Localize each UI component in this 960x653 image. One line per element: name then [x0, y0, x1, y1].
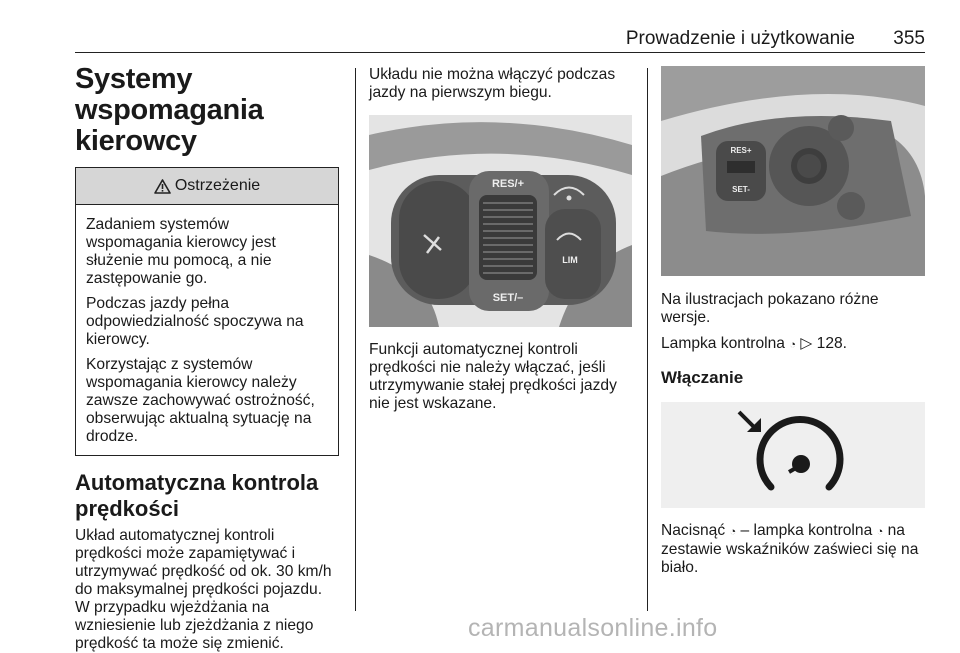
press-text-a: Nacisnąć: [661, 522, 726, 539]
warning-body: [76, 205, 338, 455]
column-3: [661, 66, 926, 577]
lamp-text: Lampka kontrolna: [661, 335, 785, 352]
header-rule: [75, 52, 925, 53]
press-text-c: na zestawie wskaźników zaświeci się na biało.: [661, 522, 919, 576]
page-number: 355: [893, 28, 925, 49]
cruise-control-icon: [661, 402, 925, 508]
press-text-b: – lampka kontrolna: [740, 522, 873, 539]
warning-paragraph: Zadaniem systemów wspomagania kierowcy jest służenie mu pomocą, a nie zastępowanie go.: [86, 216, 276, 287]
activation-text: [661, 522, 926, 577]
cruise-control-buttons-illustration: [369, 115, 632, 327]
res-label: RES/+: [491, 178, 525, 190]
column-divider: [647, 68, 648, 611]
warning-triangle-icon: [154, 179, 171, 194]
set-label: SET/–: [492, 292, 524, 304]
warning-header: [76, 168, 338, 205]
page-header: [75, 28, 925, 50]
page-title: Systemy wspomagania kierowcy: [75, 63, 264, 157]
warning-paragraph: Podczas jazdy pełna odpowiedzialność spoczywa na kierowcy.: [86, 295, 304, 348]
warning-heading: Ostrzeżenie: [174, 177, 261, 194]
lamp-reference: [661, 335, 926, 354]
subheading: Włączanie: [661, 368, 744, 387]
cruise-indicator-icon: ◔: [789, 339, 796, 351]
body-text: Funkcji automatycznej kontroli prędkości nie należy włączać, jeśli utrzymywanie stałej prędkości jazdy nie jest wskazane.: [369, 341, 617, 412]
warning-box: [75, 167, 339, 456]
section-text: Układ automatycznej kontroli prędkości może zapamiętywać i utrzymywać prędkość od ok. 30 km/h do maksymalnej prędkości pojazdu. W przypadku wjeżdżania na wzniesienie lub zjeżdżania z niego prędkość ta może się zmienić.: [75, 527, 332, 652]
cruise-indicator-icon: ◔: [729, 526, 737, 538]
set-label-2: SET-: [732, 185, 750, 194]
cruise-button-image: [661, 402, 925, 508]
column-divider: [355, 68, 356, 611]
watermark: carmanualsonline.info: [468, 614, 718, 642]
page-ref-icon: ▷: [800, 335, 813, 352]
steering-wheel-image-2: [661, 66, 925, 276]
steering-wheel-image-1: [369, 115, 632, 327]
steering-wheel-controls-illustration: [661, 66, 925, 276]
image-caption: Na ilustracjach pokazano różne wersje.: [661, 291, 879, 326]
section-title: Automatyczna kontrola prędkości: [75, 470, 319, 521]
cruise-indicator-icon: ◔: [876, 526, 884, 538]
warning-paragraph: Korzystając z systemów wspomagania kierowcy należy zawsze zachowywać ostrożność, obserwując aktualną sytuację na drodze.: [86, 356, 315, 445]
column-1: [75, 64, 340, 653]
intro-text: Układu nie można włączyć podczas jazdy na pierwszym biegu.: [369, 66, 616, 101]
running-title: Prowadzenie i użytkowanie: [625, 28, 855, 49]
lamp-page-ref: 128.: [816, 335, 848, 352]
lim-label: LIM: [562, 255, 578, 265]
column-2: [369, 66, 634, 413]
res-label-2: RES+: [730, 146, 752, 155]
